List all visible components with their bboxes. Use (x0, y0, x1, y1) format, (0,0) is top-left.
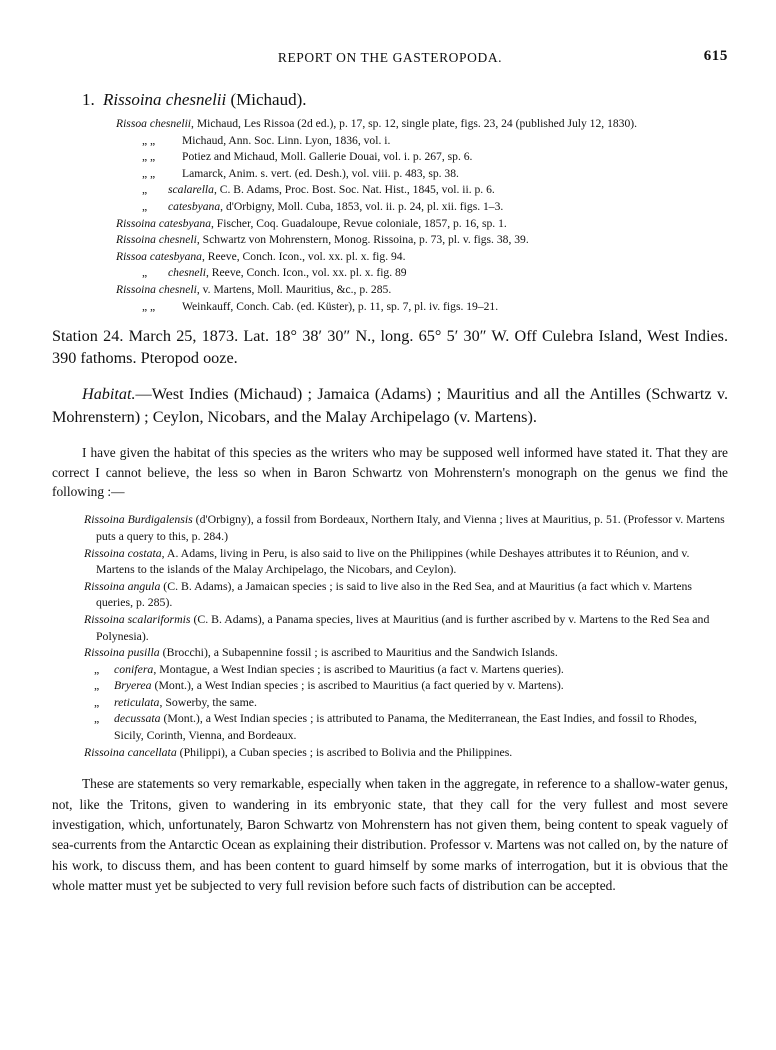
synonym-entry (52, 249, 728, 266)
quoted-species-text: (Brocchi), a Subapennine fossil ; is ascribed to Mauritius and the Sandwich Islands. (159, 645, 558, 660)
quoted-entry (52, 661, 728, 678)
synonym-entry (52, 282, 728, 299)
synonym-entry (52, 216, 728, 233)
quoted-entry (52, 611, 728, 644)
ditto-mark: „ (142, 199, 148, 213)
habitat-label: Habitat. (82, 385, 136, 404)
quoted-species-text: , Sowerby, the same. (159, 694, 257, 709)
synonym-entry (52, 116, 728, 133)
synonym-name: scalarella (168, 183, 214, 197)
ditto-mark: „ (142, 183, 148, 197)
synonym-entry (52, 265, 728, 282)
quoted-species-text: , Montague, a West Indian species ; is ascribed to Mauritius (a fact v. Martens queries). (153, 661, 564, 676)
synonym-citation: Lamarck, Anim. s. vert. (ed. Desh.), vol. viii. p. 483, sp. 38. (182, 166, 459, 180)
synonym-name: Rissoa catesbyana (116, 249, 202, 263)
synonym-citation: , v. Martens, Moll. Mauritius, &c., p. 285. (196, 282, 392, 296)
synonym-name: catesbyana (168, 199, 221, 213)
quoted-species-text: (Mont.), a West Indian species ; is attributed to Panama, the Mediterranean, the East Indies, and fossil to Rhodes, Sicily, Corinth, Vienna, and Bordeaux. (114, 711, 697, 743)
synonym-name: Rissoina chesneli (116, 233, 197, 247)
page-header (52, 44, 728, 68)
quoted-species-name: Rissoina scalariformis (84, 611, 191, 626)
ditto-mark: „ (94, 678, 100, 693)
quoted-entry (52, 677, 728, 694)
synonym-name: chesneli (168, 266, 206, 280)
ditto-mark: „ (94, 661, 100, 676)
ditto-mark: „ (94, 711, 100, 726)
running-title: REPORT ON THE GASTEROPODA. (277, 50, 503, 65)
quoted-entry (52, 578, 728, 611)
habitat-paragraph (52, 383, 728, 429)
quoted-entry (52, 545, 728, 578)
synonym-entry (52, 166, 728, 183)
quoted-species-name: reticulata (114, 694, 160, 709)
ditto-mark: „ „ (142, 166, 156, 180)
synonym-entry (52, 299, 728, 316)
quoted-entry (52, 511, 728, 544)
synonym-citation: , Reeve, Conch. Icon., vol. xx. pl. x. fig. 94. (201, 249, 406, 263)
species-name: Rissoina chesnelii (103, 90, 227, 109)
ditto-mark: „ „ (142, 133, 156, 147)
synonym-name: Rissoina chesneli (116, 282, 197, 296)
ditto-mark: „ „ (142, 299, 156, 313)
synonym-citation: , C. B. Adams, Proc. Bost. Soc. Nat. Hist., 1845, vol. ii. p. 6. (213, 183, 495, 197)
synonym-citation: , Fischer, Coq. Guadaloupe, Revue coloniale, 1857, p. 16, sp. 1. (211, 216, 507, 230)
species-number: 1. (82, 90, 95, 109)
synonym-entry (52, 149, 728, 166)
synonym-entry (52, 182, 728, 199)
synonym-entry (52, 133, 728, 150)
synonym-entry (52, 232, 728, 249)
ditto-mark: „ „ (142, 150, 156, 164)
station-record: Station 24. March 25, 1873. Lat. 18° 38′ 30″ N., long. 65° 5′ 30″ W. Off Culebra Island, West Indies. 390 fathoms. Pteropod ooze. (52, 327, 728, 368)
synonym-citation: , Reeve, Conch. Icon., vol. xx. pl. x. fig. 89 (206, 266, 407, 280)
synonym-citation: Weinkauff, Conch. Cab. (ed. Küster), p. 11, sp. 7, pl. iv. figs. 19–21. (182, 299, 499, 313)
species-heading (82, 90, 728, 110)
quoted-species-name: Rissoina angula (84, 578, 161, 593)
quoted-species-name: Rissoina Burdigalensis (84, 512, 193, 527)
quoted-species-name: Rissoina cancellata (84, 744, 177, 759)
quoted-species-name: Rissoina pusilla (84, 645, 160, 660)
quoted-species-name: Rissoina costata (84, 545, 162, 560)
quoted-entry (52, 644, 728, 661)
quoted-species-text: (C. B. Adams), a Panama species, lives at Mauritius (and is further ascribed by v. Martens to the Red Sea and Polynesia). (96, 611, 710, 643)
quoted-entry (52, 694, 728, 711)
synonym-name: Rissoina catesbyana (116, 216, 211, 230)
quoted-species-text: , A. Adams, living in Peru, is also said to live on the Philippines (while Deshayes attributes it to Réunion, and v. Martens to the islands of the Malay Archipelago, the Nicobars, and Ceylon). (96, 545, 690, 577)
habitat-text: —West Indies (Michaud) ; Jamaica (Adams) ; Mauritius and all the Antilles (Schwartz v. Mohrenstern) ; Ceylon, Nicobars, and the Malay Archipelago (v. Martens). (52, 385, 728, 427)
body-paragraph-2: These are statements so very remarkable, especially when taken in the aggregate, in reference to a shallow-water genus, not, like the Tritons, given to wandering in its embryonic state, that they call for the very fullest and most severe investigation, which, unfortunately, Baron Schwartz von Mohrenstern has not given them, being content to speak vaguely of sea-currents from the Antarctic Ocean as explaining their distribution. Professor v. Martens was not called on, by the nature of his work, to discuss them, and has been content to guard himself by some marks of interrogation, but it is obvious that the whole matter must yet be subjected to very full revision before such facts of distribution can be accepted. (52, 776, 728, 894)
species-authority: (Michaud). (230, 90, 307, 109)
quoted-species-text: (Mont.), a West Indian species ; is ascribed to Mauritius (a fact queried by v. Martens). (151, 678, 564, 693)
quoted-species-list (52, 511, 728, 760)
quoted-entry (52, 744, 728, 761)
synonym-name: Rissoa chesnelii (116, 117, 192, 130)
synonym-citation: , Michaud, Les Rissoa (2d ed.), p. 17, sp. 12, single plate, figs. 23, 24 (published July 12, 1830). (191, 117, 638, 130)
quoted-entry (52, 710, 728, 743)
page-number: 615 (703, 48, 728, 64)
quoted-species-text: (d'Orbigny), a fossil from Bordeaux, Northern Italy, and Vienna ; lives at Mauritius, p. 51. (Professor v. Martens puts a query to this, p. 284.) (96, 512, 725, 543)
quoted-species-name: decussata (114, 711, 161, 726)
synonym-citation: , d'Orbigny, Moll. Cuba, 1853, vol. ii. p. 24, pl. xii. figs. 1–3. (220, 199, 504, 213)
body-paragraph-1: I have given the habitat of this species as the writers who may be supposed well informed have stated it. That they are correct I cannot believe, the less so when in Baron Schwartz von Mohrenstern's monograph on the genus we find the following :— (52, 445, 728, 499)
ditto-mark: „ (142, 266, 148, 280)
synonym-entry (52, 199, 728, 216)
synonym-citation: , Schwartz von Mohrenstern, Monog. Rissoina, p. 73, pl. v. figs. 38, 39. (196, 233, 529, 247)
synonym-citation: Michaud, Ann. Soc. Linn. Lyon, 1836, vol. i. (182, 133, 391, 147)
ditto-mark: „ (94, 694, 100, 709)
quoted-species-name: Bryerea (114, 678, 152, 693)
quoted-species-text: (C. B. Adams), a Jamaican species ; is said to live also in the Red Sea, and at Mauritius (a fact which v. Martens queries, p. 285). (96, 578, 692, 610)
synonymy-list (52, 116, 728, 315)
page (52, 44, 728, 897)
quoted-species-name: conifera (114, 661, 154, 676)
quoted-species-text: (Philippi), a Cuban species ; is ascribed to Bolivia and the Philippines. (176, 744, 513, 759)
synonym-citation: Potiez and Michaud, Moll. Gallerie Douai, vol. i. p. 267, sp. 6. (182, 150, 473, 164)
